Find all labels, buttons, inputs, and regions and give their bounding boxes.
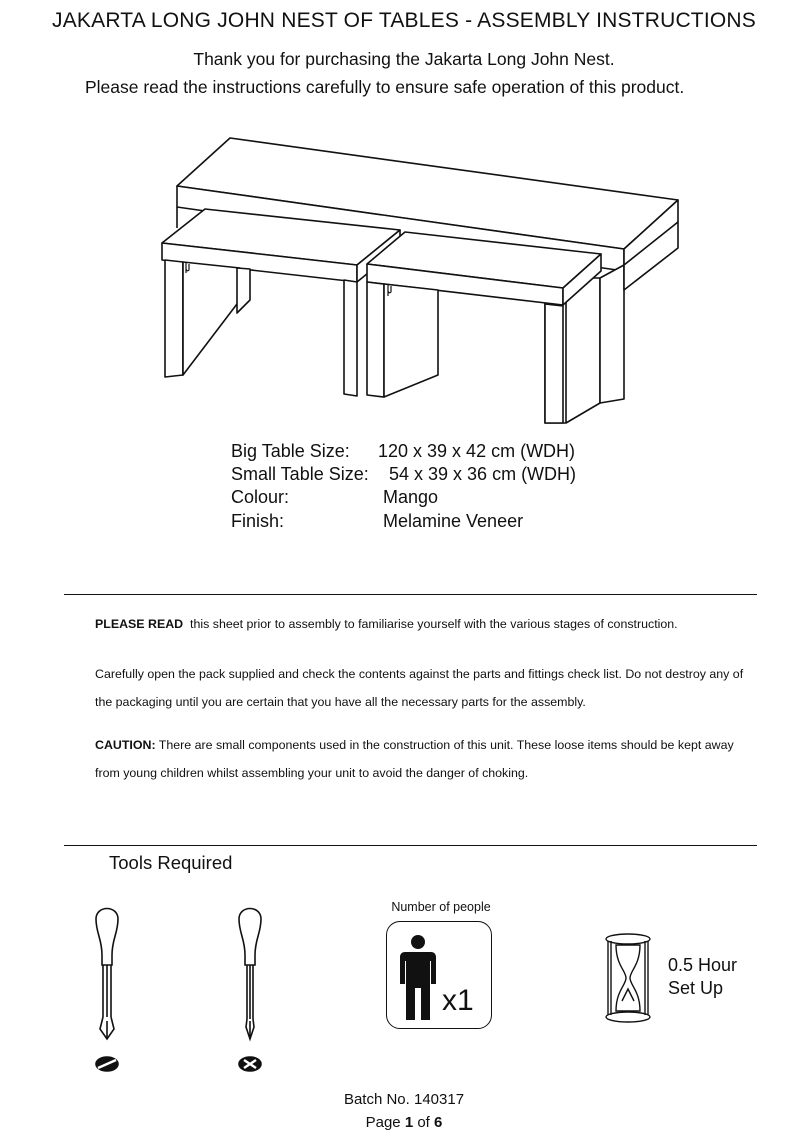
spec-label-small-table: Small Table Size: xyxy=(231,464,369,484)
spec-label-colour: Colour: xyxy=(231,487,290,507)
page-number xyxy=(0,1114,808,1131)
contents-note: Carefully open the pack supplied and check the contents against the parts and fittings check list. Do not destroy any of the packaging until you are certain that you have all the necessary parts for the assembly. xyxy=(95,667,744,709)
phillips-screwdriver-icon xyxy=(225,897,275,1077)
set-up-label: Set Up xyxy=(668,978,724,998)
caution-text: There are small components used in the construction of this unit. These loose items should be kept away from young children whilst assembling your unit to avoid the danger of choking. xyxy=(95,738,734,780)
section-divider xyxy=(64,594,757,595)
thank-you-line: Thank you for purchasing the Jakarta Long John Nest. xyxy=(193,49,615,69)
please-read-note xyxy=(95,610,755,638)
spec-label-finish: Finish: xyxy=(231,511,285,531)
hourglass-icon xyxy=(600,931,656,1025)
spec-value-small-table: 54 x 39 x 36 cm (WDH) xyxy=(389,464,577,484)
section-divider xyxy=(64,845,757,846)
tools-required-heading: Tools Required xyxy=(109,852,233,873)
batch-number: Batch No. 140317 xyxy=(343,1091,465,1108)
flathead-screwdriver-icon xyxy=(82,897,132,1077)
page-current: 1 xyxy=(404,1114,414,1131)
page-total: 6 xyxy=(434,1114,443,1131)
people-count: x1 xyxy=(442,984,474,1017)
please-read-text: this sheet prior to assembly to familiarise yourself with the various stages of construction. xyxy=(190,617,678,631)
caution-heading: CAUTION: xyxy=(95,738,156,752)
spec-value-finish: Melamine Veneer xyxy=(383,511,524,531)
caution-note xyxy=(95,731,755,787)
page-of: of xyxy=(417,1114,430,1131)
please-read-line: Please read the instructions carefully to ensure safe operation of this product. xyxy=(85,77,685,97)
set-up-duration: 0.5 Hour xyxy=(668,955,738,975)
spec-value-big-table: 120 x 39 x 42 cm (WDH) xyxy=(378,441,576,461)
number-of-people-label: Number of people xyxy=(391,900,491,914)
spec-value-colour: Mango xyxy=(383,487,439,507)
nest-of-tables-illustration xyxy=(150,130,690,430)
set-up-time xyxy=(668,954,737,1000)
page-prefix: Page xyxy=(365,1114,401,1131)
person-icon xyxy=(395,934,441,1024)
please-read-heading: PLEASE READ xyxy=(95,617,184,631)
spec-label-big-table: Big Table Size: xyxy=(231,441,350,461)
page-title: JAKARTA LONG JOHN NEST OF TABLES - ASSEMBLY INSTRUCTIONS xyxy=(52,9,756,32)
